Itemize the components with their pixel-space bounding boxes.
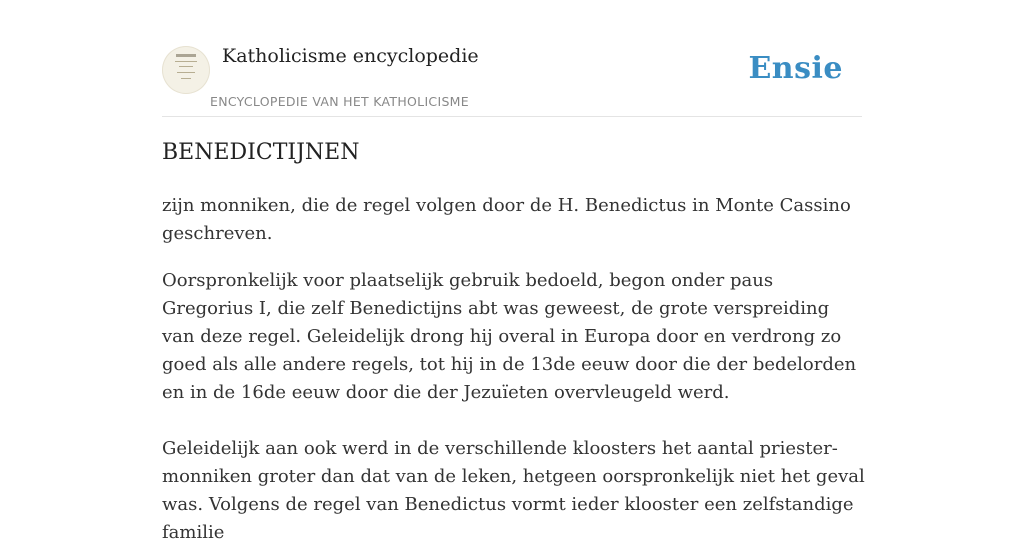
header (162, 0, 862, 117)
content-container (162, 0, 865, 543)
publication-title[interactable]: Katholicisme encyclopedie (222, 45, 479, 67)
cover-line (175, 61, 197, 62)
publication-subtitle: ENCYCLOPEDIE VAN HET KATHOLICISME (210, 94, 469, 109)
cover-line (179, 66, 193, 67)
cover-line (181, 78, 191, 79)
ensie-logo[interactable]: Ensie (748, 51, 843, 86)
article-paragraph: zijn monniken, die de regel volgen door de H. Benedictus in Monte Cassino geschreven. (162, 195, 851, 244)
publication-cover-thumbnail[interactable] (162, 46, 210, 94)
article-body (162, 192, 866, 547)
cover-line (177, 72, 195, 73)
article-title: BENEDICTIJNEN (162, 140, 360, 165)
cover-title-mark (176, 54, 196, 57)
article-paragraph: Oorspronkelijk voor plaatselijk gebruik bedoeld, begon onder paus Gregorius I, die zelf Benedictijns abt was geweest, de grote verspreiding van deze regel. Geleidelijk drong hij overal in Europa door en verdrong zo goed als alle andere regels, tot hij in de 13de eeuw door die der bedelorden en in de 16de eeuw door die der Jezuïeten overvleugeld werd. (162, 270, 857, 403)
article-paragraph: Geleidelijk aan ook werd in de verschillende kloosters het aantal priester-monniken groter dan dat van de leken, hetgeen oorspronkelijk niet het geval was. Volgens de regel van Benedictus vormt ieder klooster een zelfstandige familie (162, 438, 865, 543)
